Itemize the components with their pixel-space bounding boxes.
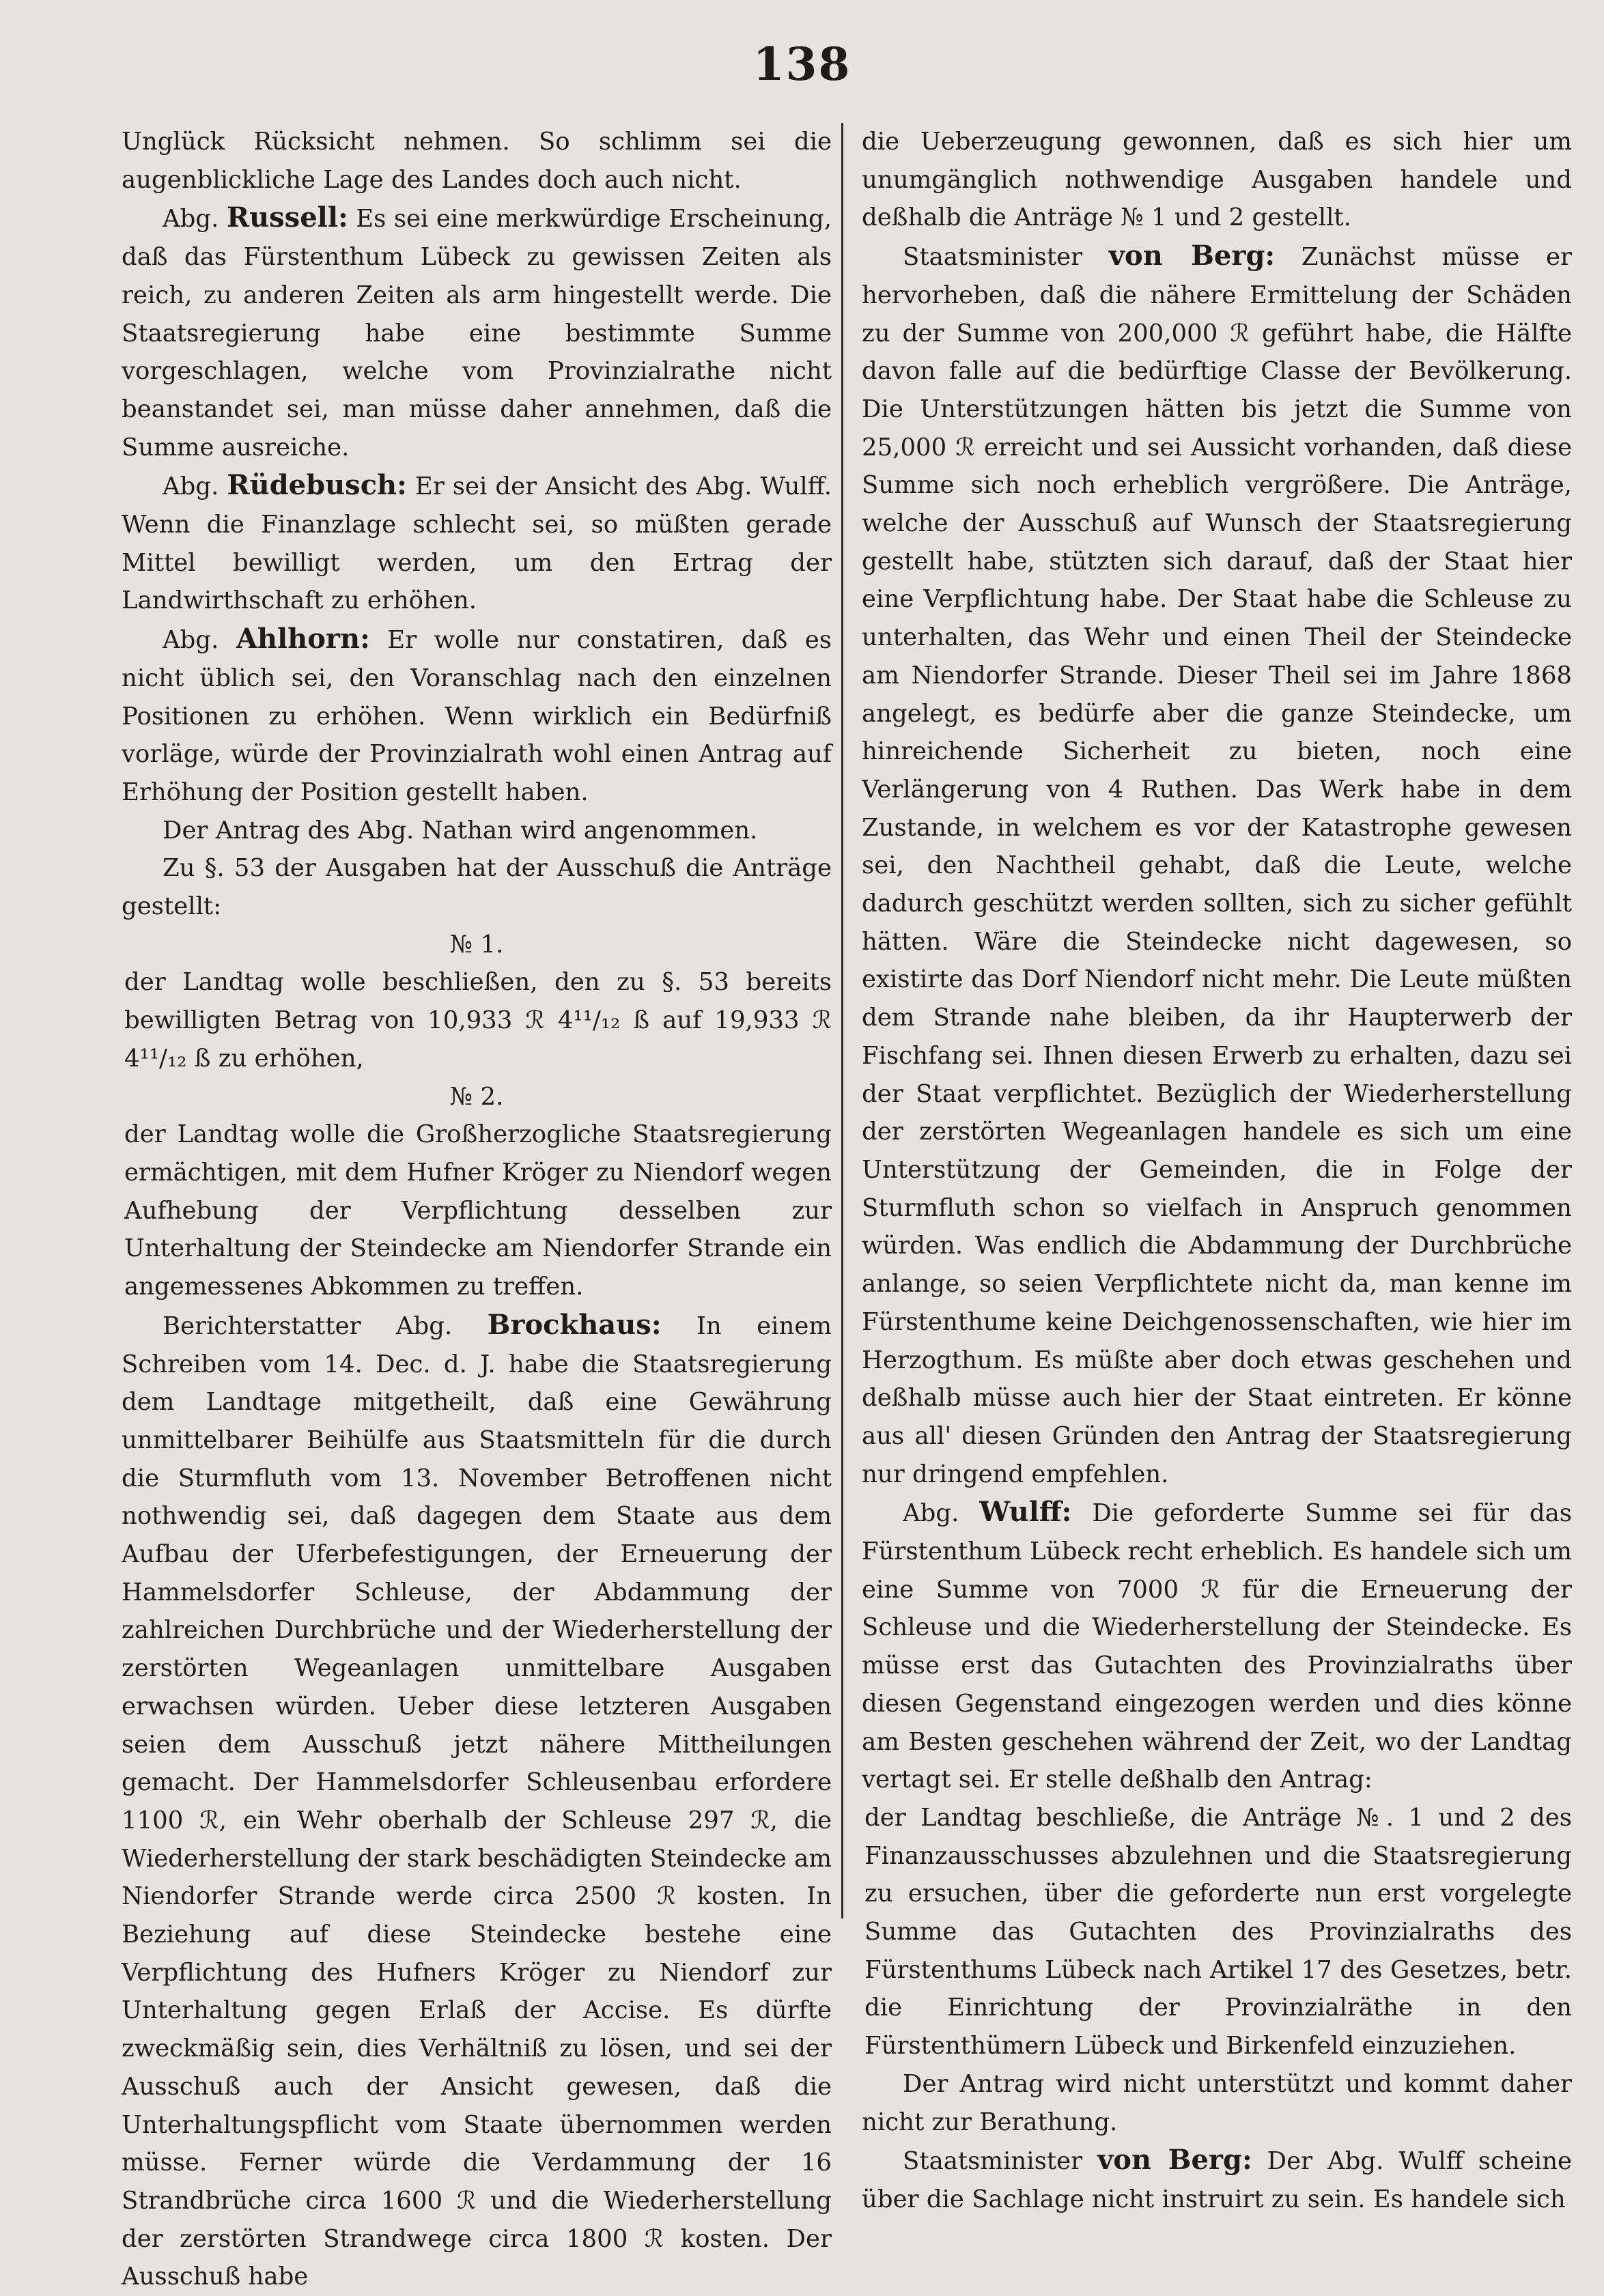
speaker-name: Russell: bbox=[226, 201, 348, 234]
speech-paragraph bbox=[122, 1306, 832, 2296]
speaker-prefix: Abg. bbox=[903, 1499, 959, 1528]
speaker-name: von Berg: bbox=[1108, 240, 1276, 272]
speaker-prefix: Berichterstatter Abg. bbox=[163, 1312, 453, 1340]
speech-text: In einem Schreiben vom 14. Dec. d. J. habe die Staatsregierung dem Landtage mitgetheilt, daß eine Gewährung unmittelbarer Beihülfe aus Staatsmitteln für die durch die Sturmfluth vom 13. November Betroffenen nicht nothwendig sei, daß dagegen dem Staate aus dem Aufbau der Uferbefestigungen, der Erneuerung der Hammelsdorfer Schleuse, der Abdammung der zahlreichen Durchbrüche und der Wiederherstellung der zerstörten Wegeanlagen unmittelbare Ausgaben erwachsen würden. Ueber diese letzteren Ausgaben seien dem Ausschuß jetzt nähere Mittheilungen gemacht. Der Hammelsdorfer Schleusenbau erfordere 1100 ℛ, ein Wehr oberhalb der Schleuse 297 ℛ, die Wiederherstellung der stark beschädigten Steindecke am Niendorfer Strande werde circa 2500 ℛ kosten. In Beziehung auf diese Steindecke bestehe eine Verpflichtung des Hufners Kröger zu Niendorf zur Unterhaltung gegen Erlaß der Accise. Es dürfte zweckmäßig sein, dies Verhältniß zu lösen, und sei der Ausschuß auch der Ansicht gewesen, daß die Unterhaltungspflicht vom Staate übernommen werden müsse. Ferner würde die Verdammung der 16 Strandbrüche circa 1600 ℛ und die Wiederherstellung der zerstörten Strandwege circa 1800 ℛ kosten. Der Ausschuß habe bbox=[122, 1312, 832, 2291]
speaker-name: Ahlhorn: bbox=[236, 623, 370, 655]
paragraph: Der Antrag wird nicht unterstützt und kommt daher nicht zur Berathung. bbox=[862, 2069, 1572, 2136]
paragraph: die Ueberzeugung gewonnen, daß es sich hier um unumgänglich nothwendige Ausgaben handele und deßhalb die Anträge № 1 und 2 gestellt. bbox=[862, 128, 1572, 232]
speech-text: Er wolle nur constatiren, daß es nicht üblich sei, den Voranschlag nach den einzelnen Positionen zu erhöhen. Wenn wirklich ein Bedürfniß vorläge, würde der Provinzialrath wohl einen Antrag auf Erhöhung der Position gestellt haben. bbox=[122, 626, 832, 806]
speaker-prefix: Abg. bbox=[163, 626, 219, 655]
left-column bbox=[122, 123, 832, 2296]
speaker-prefix: Staatsminister bbox=[903, 2147, 1083, 2176]
speech-text: Die geforderte Summe sei für das Fürstenthum Lübeck recht erheblich. Es handele sich um eine Summe von 7000 ℛ für die Erneuerung der Schleuse und die Wiederherstellung der Steindecke. Es müsse erst das Gutachten des Provinzialraths über diesen Gegenstand eingezogen werden und dies könne am Besten geschehen während der Zeit, wo der Landtag vertagt sei. Er stelle deßhalb den Antrag: bbox=[862, 1499, 1572, 1794]
speech-text: Er sei der Ansicht des Abg. Wulff. Wenn die Finanzlage schlecht sei, so müßten gerade Mittel bewilligt werden, um den Ertrag der Landwirthschaft zu erhöhen. bbox=[122, 472, 832, 615]
speech-text: Zunächst müsse er hervorheben, daß die nähere Ermittelung der Schäden zu der Summe von 200,000 ℛ geführt habe, die Hälfte davon falle auf die bedürftige Classe der Bevölkerung. Die Unterstützungen hätten bis jetzt die Summe von 25,000 ℛ erreicht und sei Aussicht vorhanden, daß diese Summe sich noch erheblich vergrößere. Die Anträge, welche der Ausschuß auf Wunsch der Staatsregierung gestellt habe, stützten sich darauf, daß der Staat hier eine Verpflichtung habe. Der Staat habe die Schleuse zu unterhalten, das Wehr und einen Theil der Steindecke am Niendorfer Strande. Dieser Theil sei im Jahre 1868 angelegt, es bedürfe aber die ganze Steindecke, um hinreichende Sicherheit zu bieten, noch eine Verlängerung von 4 Ruthen. Das Werk habe in dem Zustande, in welchem es vor der Katastrophe gewesen sei, den Nachtheil gehabt, daß die Leute, welche dadurch geschützt werden sollten, sich zu sicher gefühlt hätten. Wäre die Steindecke nicht dagewesen, so existirte das Dorf Niendorf nicht mehr. Die Leute müßten dem Strande nahe bleiben, da ihr Haupterwerb der Fischfang sei. Ihnen diesen Erwerb zu erhalten, dazu sei der Staat verpflichtet. Bezüglich der Wiederherstellung der zerstörten Wegeanlagen handele es sich um eine Unterstützung der Gemeinden, die in Folge der Sturmfluth schon so vielfach in Anspruch genommen würden. Was endlich die Abdammung der Durchbrüche anlange, so seien Verpflichtete nicht da, man kenne im Fürstenthume keine Deichgenossenschaften, wie hier im Herzogthum. Es müßte aber doch etwas geschehen und deßhalb müsse auch hier der Staat eintreten. Er könne aus all' diesen Gründen den Antrag der Staatsregierung nur dringend empfehlen. bbox=[862, 243, 1572, 1488]
speech-paragraph bbox=[862, 2141, 1572, 2218]
speaker-prefix: Abg. bbox=[163, 472, 219, 501]
speaker-name: Brockhaus: bbox=[487, 1308, 662, 1341]
speech-paragraph bbox=[862, 237, 1572, 1493]
speaker-prefix: Staatsminister bbox=[903, 243, 1083, 272]
page-number: 138 bbox=[752, 38, 852, 91]
speaker-name: Rüdebusch: bbox=[227, 469, 407, 502]
speech-paragraph bbox=[122, 466, 832, 620]
speech-text: Es sei eine merkwürdige Erscheinung, daß das Fürstenthum Lübeck zu gewissen Zeiten als reich, zu anderen Zeiten als arm hingestellt werde. Die Staatsregierung habe eine bestimmte Summe vorgeschlagen, welche vom Provinzialrathe nicht beanstandet sei, man müsse daher annehmen, daß die Summe ausreiche. bbox=[122, 205, 832, 462]
speech-text: Der Abg. Wulff scheine über die Sachlage nicht instruirt zu sein. Es handele sich bbox=[862, 2147, 1572, 2213]
motion-number: № 1. bbox=[449, 930, 504, 959]
speaker-prefix: Abg. bbox=[163, 205, 219, 233]
speech-paragraph bbox=[122, 199, 832, 466]
motion-text: der Landtag beschließe, die Anträge №. 1 und 2 des Finanzausschusses abzulehnen und die Staatsregierung zu ersuchen, über die geforderte nun erst vorgelegte Summe das Gutachten des Provinzialraths des Fürstenthums Lübeck nach Artikel 17 des Gesetzes, betr. die Einrichtung der Provinzialräthe in den Fürstenthümern Lübeck und Birkenfeld einzuziehen. bbox=[864, 1803, 1572, 2060]
motion-text: der Landtag wolle beschließen, den zu §. 53 bereits bewilligten Betrag von 10,933 ℛ 4¹¹/₁₂ ß auf 19,933 ℛ 4¹¹/₁₂ ß zu erhöhen, bbox=[124, 968, 832, 1073]
paragraph: Der Antrag des Abg. Nathan wird angenommen. bbox=[163, 816, 758, 845]
motion-text: der Landtag wolle die Großherzogliche Staatsregierung ermächtigen, mit dem Hufner Kröger zu Niendorf wegen Aufhebung der Verpflichtung desselben zur Unterhaltung der Steindecke am Niendorfer Strande ein angemessenes Abkommen zu treffen. bbox=[124, 1120, 832, 1301]
motion-number: № 2. bbox=[449, 1082, 504, 1111]
speech-paragraph bbox=[122, 620, 832, 812]
column-divider bbox=[841, 123, 843, 1918]
paragraph: Zu §. 53 der Ausgaben hat der Ausschuß die Anträge gestellt: bbox=[122, 854, 832, 921]
paragraph: Unglück Rücksicht nehmen. So schlimm sei die augenblickliche Lage des Landes doch auch nicht. bbox=[122, 128, 832, 194]
speech-paragraph bbox=[862, 1493, 1572, 1799]
speaker-name: Wulff: bbox=[979, 1496, 1072, 1529]
right-column bbox=[862, 123, 1572, 2219]
speaker-name: von Berg: bbox=[1097, 2144, 1252, 2177]
